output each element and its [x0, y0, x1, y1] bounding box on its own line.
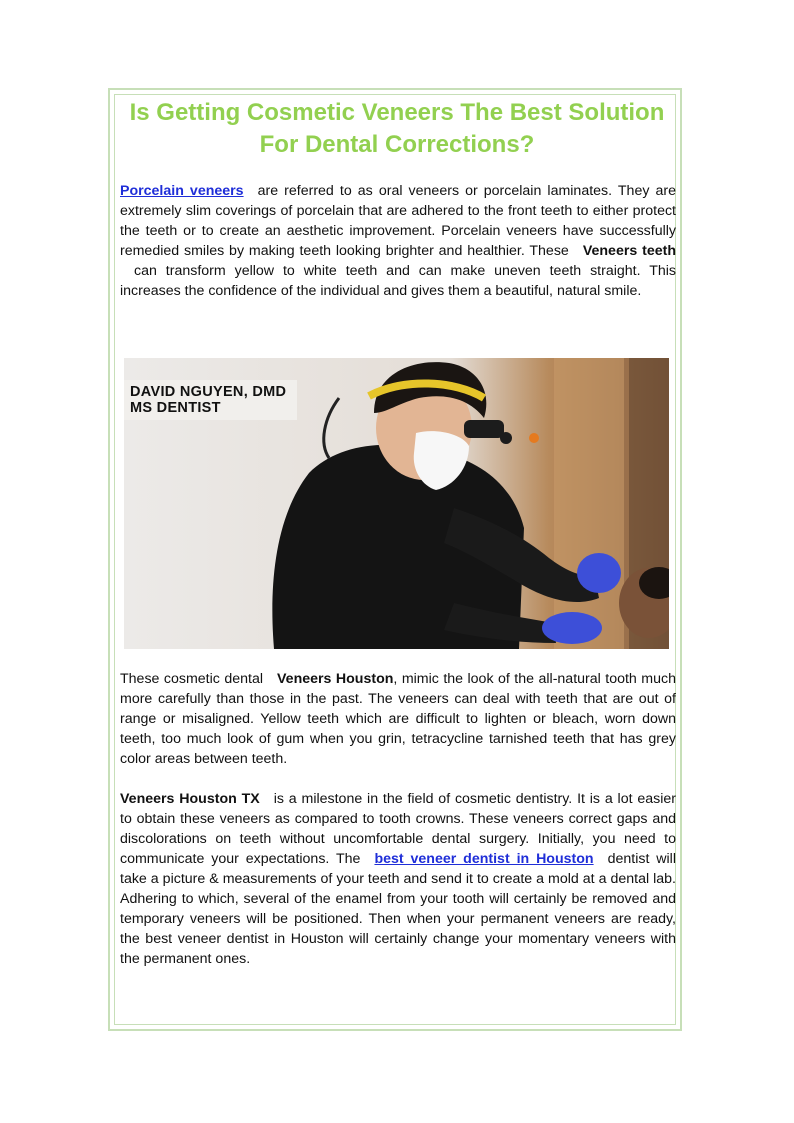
para3-text-1: is a milestone in the field of cosmetic dentistry. It is a lot easier to obtain these veneers as compared to tooth crowns. These veneers correct gaps and discolorations on teeth without uncomfortable dental surgery. Initially, you need to communicate your expectations. The: [120, 791, 676, 867]
para2-text-1: These cosmetic dental: [120, 671, 263, 687]
caption-name: DAVID NGUYEN, DMD: [130, 384, 287, 400]
porcelain-veneers-link[interactable]: Porcelain veneers: [120, 183, 244, 199]
veneers-houston-tx-paragraph: [120, 789, 676, 969]
best-veneer-dentist-link[interactable]: best veneer dentist in Houston: [374, 851, 594, 867]
veneers-houston-paragraph: [120, 669, 676, 769]
intro-text-2: can transform yellow to white teeth and can make uneven teeth straight. This increases the confidence of the individual and gives them a beautiful, natural smile.: [120, 263, 676, 299]
intro-paragraph: [120, 181, 676, 301]
veneers-teeth-bold: Veneers teeth: [582, 243, 676, 259]
para2-text-2: , mimic the look of the all-natural tooth much more carefully than those in the past. The veneers can deal with teeth that are out of range or misaligned. Yellow teeth which are difficult to lighten or bleach, worn down teeth, too much look of gum when you grin, tetracycline tarnished teeth that has grey color areas between teeth.: [120, 671, 676, 767]
page-title: Is Getting Cosmetic Veneers The Best Solution For Dental Corrections?: [129, 99, 665, 158]
caption-title: MS DENTIST: [130, 400, 221, 416]
intro-text-1: are referred to as oral veneers or porcelain laminates. They are extremely slim coverings of porcelain that are adhered to the front teeth to either protect the teeth or to create an aesthetic improvement. Porcelain veneers have successfully remedied smiles by making teeth looking brighter and healthier. These: [120, 183, 677, 259]
photo-caption-box: [124, 380, 297, 420]
dentist-photo: [124, 358, 669, 649]
para3-text-2: dentist will take a picture & measurements of your teeth and send it to create a mold at a dental lab. Adhering to which, several of the enamel from your tooth will certainly be removed and temporary veneers will be positioned. Then when your permanent veneers are ready, the best veneer dentist in Houston will certainly change your momentary veneers with the permanent ones.: [120, 851, 676, 967]
veneers-houston-bold: Veneers Houston: [277, 671, 394, 687]
veneers-houston-tx-bold: Veneers Houston TX: [120, 791, 260, 807]
